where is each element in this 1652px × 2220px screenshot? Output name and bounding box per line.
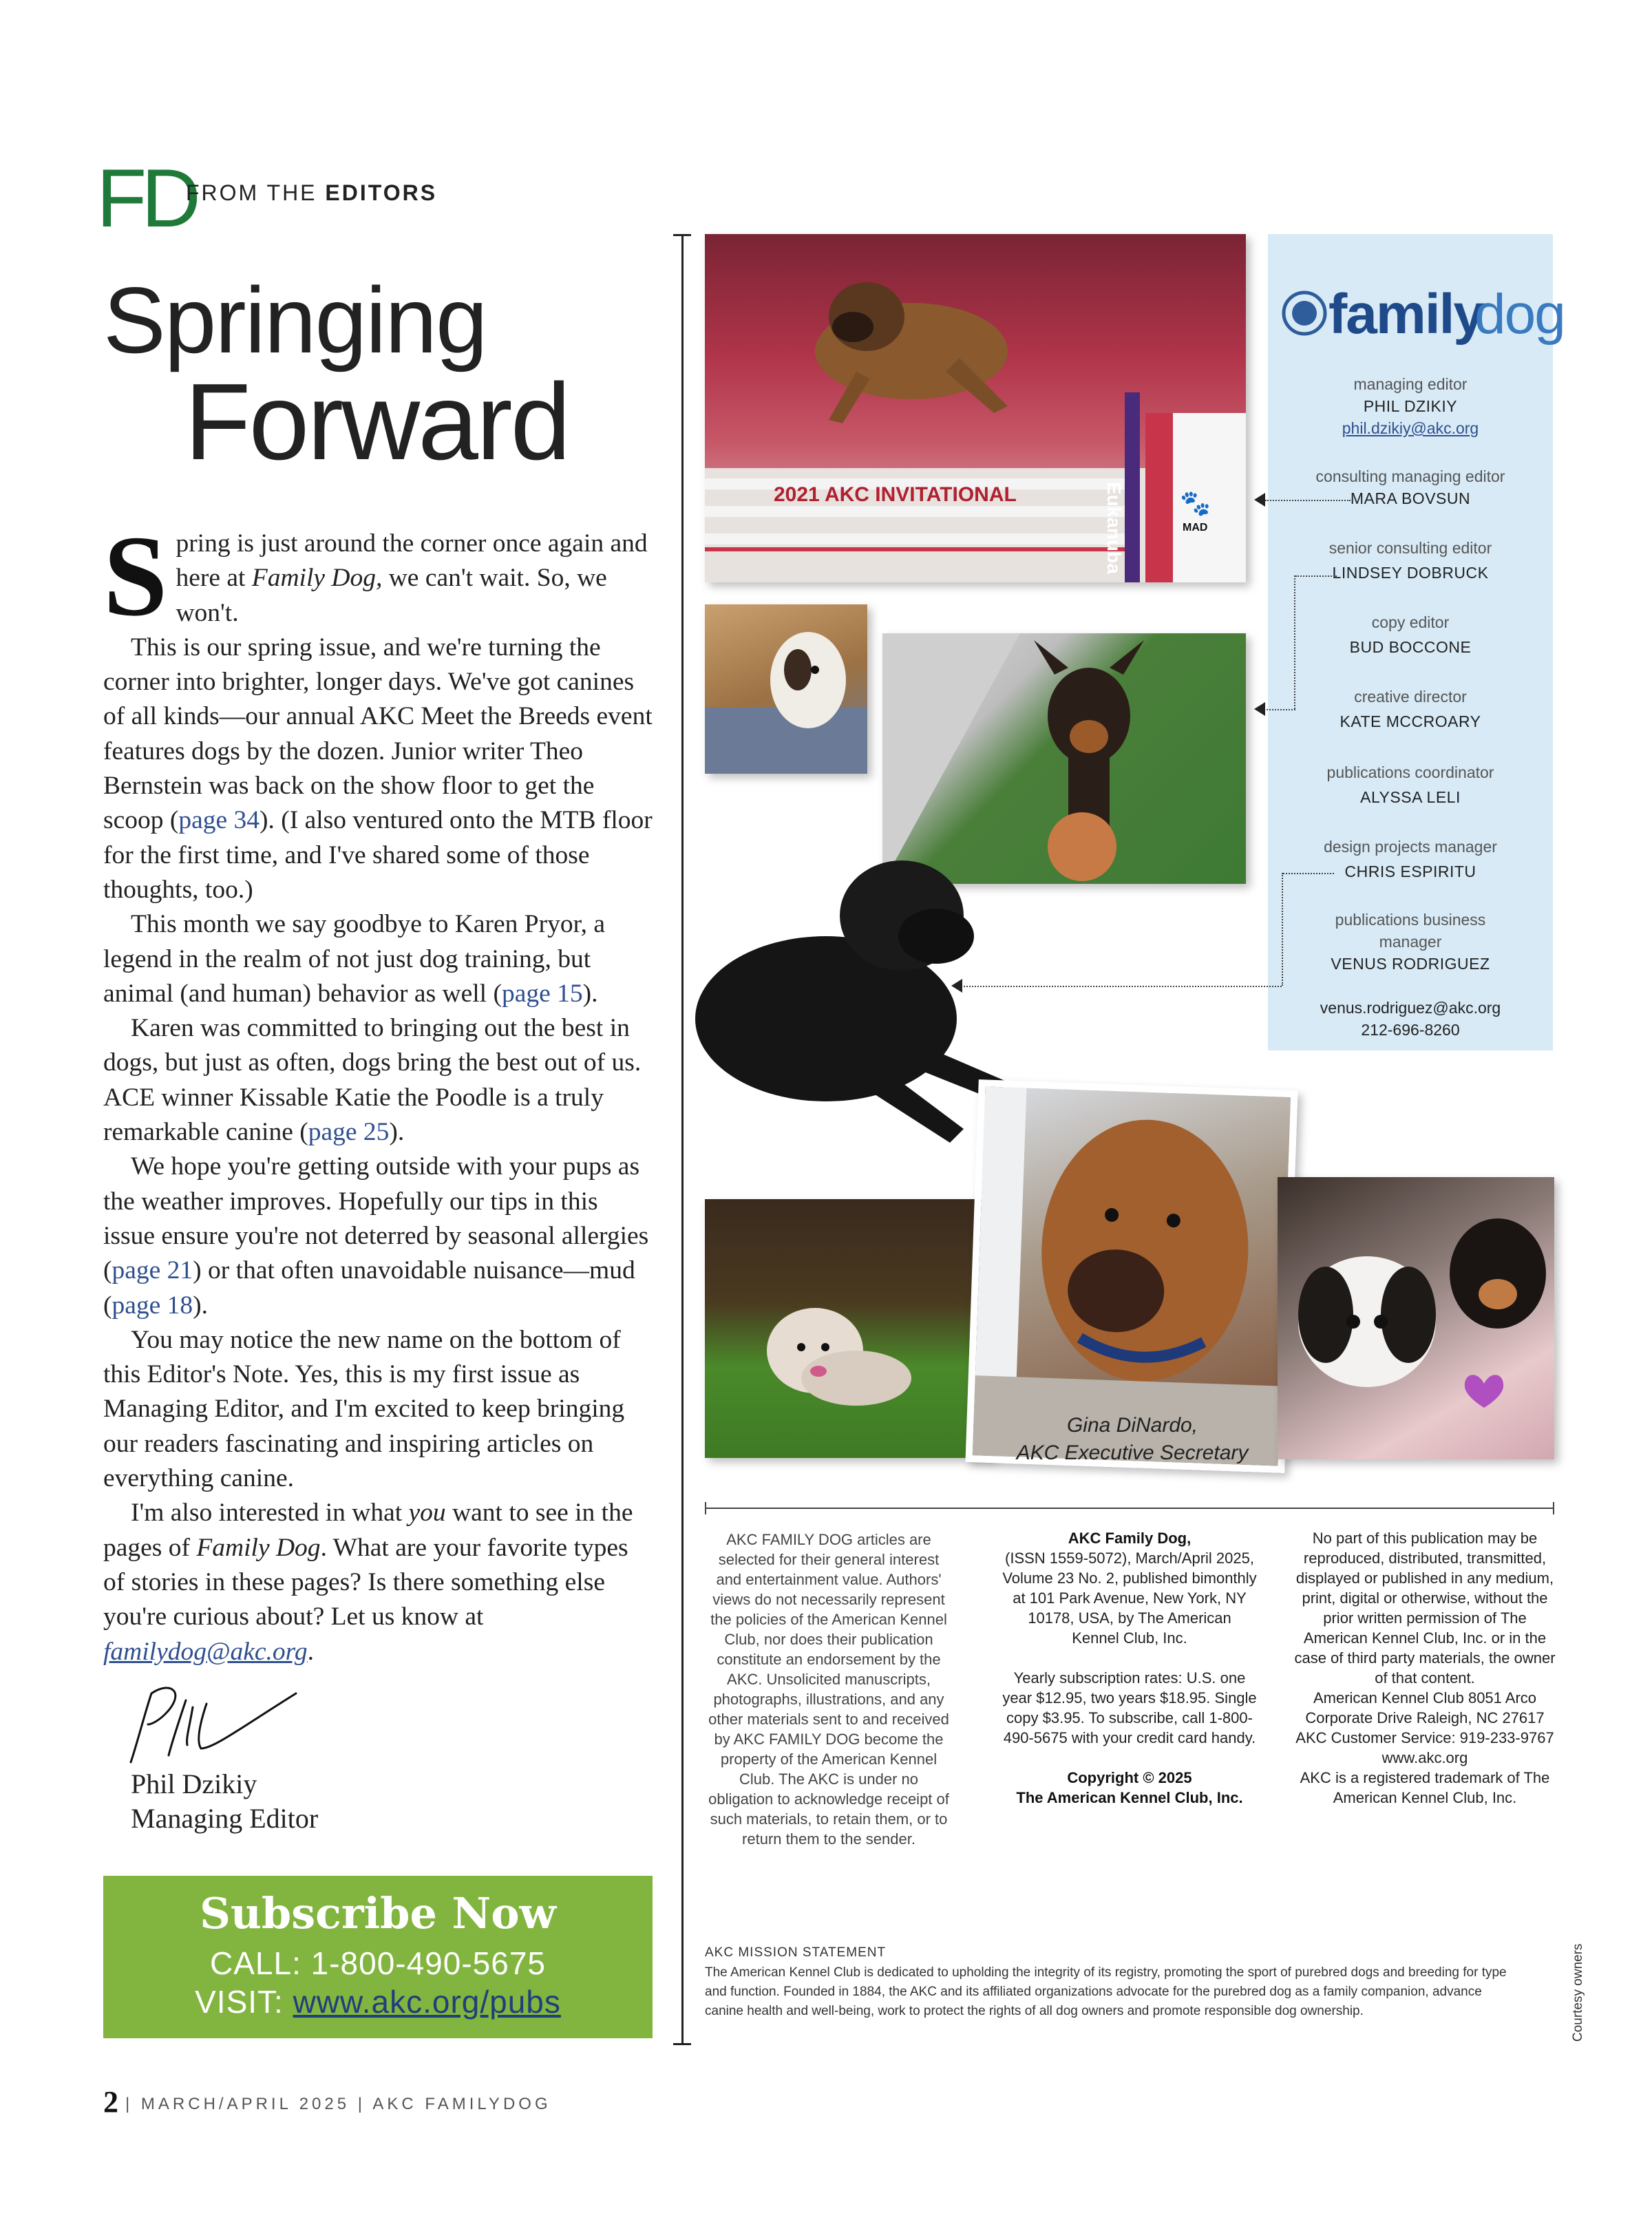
- divider-cap-bottom: [673, 2043, 691, 2045]
- fd-logo-letters: FD: [96, 152, 195, 244]
- masthead-publications-business-manager: [1330, 909, 1491, 975]
- letter-paragraph-3: [103, 907, 654, 1011]
- pointer-arrow-1-icon: [1254, 493, 1265, 507]
- p2-text: This is our spring issue, and we're turning the corner into brighter, longer days. We've got canines of all kinds—our annual AKC Meet the Breeds event features dogs by the dozen. Junior writer Theo Bernstein was back on the show floor to get the scoop (: [103, 633, 653, 835]
- terrier-on-grass-photo: [705, 1199, 994, 1458]
- agility-jump-photo: [705, 234, 1246, 582]
- agility-banner-text: 2021 AKC INVITATIONAL: [774, 483, 1017, 506]
- subscribe-title: Subscribe Now: [200, 1888, 556, 1938]
- japanese-chin-and-terrier-photo: [1278, 1177, 1554, 1459]
- section-label: [186, 180, 437, 206]
- akc-seal-icon: [1280, 289, 1328, 337]
- p5-text: We hope you're getting outside with your pups as the weather improves. Hopefully our tips in this issue ensure you're not deterred by seasonal allergies (: [103, 1152, 649, 1285]
- p3-text: This month we say goodbye to Karen Pryor, a legend in the realm of not just dog training, but animal (and human) behavior as well (: [103, 910, 605, 1008]
- pointer-line-2a: [1295, 575, 1337, 577]
- page-25-link[interactable]: page 25: [308, 1118, 390, 1147]
- role-label: creative director: [1354, 688, 1467, 706]
- page-15-link[interactable]: page 15: [501, 979, 583, 1008]
- email-link[interactable]: familydog@akc.org: [103, 1637, 308, 1666]
- agility-tag: MAD: [1183, 522, 1208, 533]
- vertical-divider: [681, 234, 684, 2044]
- p7-mid2: . What are your favorite types of stories in these pages? Is there something else you're curious about? Let us know at: [103, 1533, 628, 1631]
- headline-line-1: Springing: [103, 268, 487, 372]
- p1-text: pring is just around the corner once again and here at: [176, 529, 648, 593]
- person-name: MARA BOVSUN: [1350, 489, 1471, 507]
- pointer-arrow-2-icon: [1254, 702, 1265, 716]
- masthead-design-projects-manager: [1268, 836, 1553, 882]
- letter-paragraph-7: [103, 1496, 654, 1669]
- letter-paragraph-2: [103, 631, 654, 907]
- editors-letter: [103, 512, 654, 1669]
- p7-you: you: [408, 1499, 446, 1527]
- copyright-line: Copyright © 2025: [1067, 1769, 1192, 1786]
- page-footer: [103, 2084, 551, 2119]
- photo-credit-text: Courtesy owners: [1571, 1943, 1585, 2042]
- pointer-arrow-3-icon: [951, 979, 962, 993]
- subscribe-box[interactable]: [103, 1876, 653, 2038]
- masthead-creative-director: [1268, 686, 1553, 732]
- akc-website-link[interactable]: www.akc.org: [1381, 1749, 1468, 1766]
- masthead-business-contact: [1268, 997, 1553, 1041]
- photo-caption-name: Gina DiNardo,: [1066, 1414, 1198, 1437]
- masthead-managing-editor: [1268, 373, 1553, 439]
- logo-family: family: [1328, 283, 1483, 346]
- p4-text: Karen was committed to bringing out the best in dogs, but just as often, dogs bring the best out of us. ACE winner Kissable Katie the Poodle is a truly remarkable canine (: [103, 1014, 642, 1147]
- p7-mid: want to see in the pages of: [103, 1499, 633, 1562]
- customer-service: AKC Customer Service: 919-233-9767: [1295, 1729, 1554, 1746]
- photo-credit: [1561, 1927, 1589, 2042]
- role-label: design projects manager: [1324, 838, 1497, 856]
- letter-paragraph-5: [103, 1150, 654, 1322]
- person-name: VENUS RODRIGUEZ: [1331, 955, 1490, 973]
- ridgeback-illustration: [973, 1086, 1291, 1466]
- pointer-line-1: [1265, 500, 1351, 501]
- pointer-line-2c: [1267, 709, 1295, 710]
- chin-illustration: [1278, 1177, 1554, 1459]
- p2-end: ). (I also ventured onto the MTB floor for the first time, and I've shared some of those thoughts, too.): [103, 806, 653, 904]
- p5-mid: ) or that often unavoidable nuisance—mud (: [103, 1256, 635, 1320]
- mission-title: AKC MISSION STATEMENT: [705, 1945, 887, 1960]
- black-lab-photo: [688, 833, 1012, 1156]
- pointer-line-3a: [1283, 873, 1334, 874]
- publication-details: (ISSN 1559-5072), March/April 2025, Volume 23 No. 2, published bimonthly at 101 Park Avenue, New York, NY 10178, USA, by The American Kennel Club, Inc.: [1002, 1550, 1257, 1647]
- agility-illustration: [705, 234, 1246, 582]
- pointer-line-2b: [1294, 575, 1295, 709]
- subscription-rates: Yearly subscription rates: U.S. one year $12.95, two years $18.95. Single copy $3.95. To subscribe, call 1-800-490-5675 with your credit card handy.: [1002, 1669, 1257, 1746]
- divider-cap-left: [705, 1502, 706, 1514]
- person-name: KATE MCCROARY: [1339, 712, 1481, 730]
- visit-label: VISIT:: [195, 1984, 293, 2020]
- terrier-illustration: [705, 1199, 994, 1458]
- signature: [124, 1673, 303, 1776]
- mission-text: The American Kennel Club is dedicated to upholding the integrity of its registry, promoting the sport of purebred dogs and breeding for type and function. Founded in 1884, the AKC and its affiliated organizations advocate for the purebred dog as a family companion, advance canine health and well-being, work to protect the rights of all dog owners and promote responsible dog ownership.: [705, 1965, 1507, 2018]
- jack-russell-photo: [705, 604, 867, 774]
- p1-end: we can't wait. So, we won't.: [176, 564, 607, 627]
- letter-paragraph-4: [103, 1011, 654, 1150]
- masthead-consulting-managing-editor: [1268, 465, 1553, 509]
- p7-text: I'm also interested in what: [131, 1499, 409, 1527]
- business-phone: 212-696-8260: [1361, 1021, 1460, 1039]
- agility-sponsor-text: Eukanuba: [1103, 482, 1125, 574]
- signer-name: Phil Dzikiy: [131, 1768, 257, 1799]
- p3-end: ).: [582, 979, 598, 1008]
- familydog-logo: [1280, 282, 1565, 346]
- trademark-notice: AKC is a registered trademark of The American Kennel Club, Inc.: [1300, 1769, 1550, 1806]
- p4-end: ).: [389, 1118, 405, 1147]
- p5-end: ).: [193, 1291, 209, 1320]
- section-editors: EDITORS: [325, 180, 438, 205]
- disclaimer-column: AKC FAMILY DOG articles are selected for their general interest and entertainment value. Authors' views do not necessarily represent the policies of the American Kennel Club, nor does their publication constitute an endorsement by the AKC. Unsolicited manuscripts, photographs, illustrations, and any other materials sent to and received by AKC FAMILY DOG become the property of the American Kennel Club. The AKC is under no obligation to acknowledge receipt of such materials, to retain them, or to return them to the sender.: [708, 1531, 949, 1848]
- black-lab-illustration: [688, 833, 1012, 1156]
- person-name: BUD BOCCONE: [1349, 638, 1472, 656]
- subscribe-visit: [103, 1983, 653, 2020]
- signer-title: Managing Editor: [131, 1803, 319, 1834]
- section-from: FROM THE: [186, 180, 326, 205]
- subscribe-url-link[interactable]: www.akc.org/pubs: [293, 1984, 561, 2020]
- publication-info-column: [1002, 1528, 1257, 1808]
- p7-end: .: [307, 1637, 314, 1666]
- paw-print-icon: 🐾: [1180, 489, 1211, 517]
- akc-address: American Kennel Club 8051 Arco Corporate Drive Raleigh, NC 27617: [1305, 1689, 1545, 1726]
- business-email[interactable]: venus.rodriguez@akc.org: [1320, 999, 1501, 1017]
- copyright-owner: The American Kennel Club, Inc.: [1016, 1789, 1243, 1806]
- rights-notice: No part of this publication may be reproduced, distributed, transmitted, displayed or published in any medium, print, digital or otherwise, without the prior written permission of The American Kennel Club, Inc. or in the case of third party materials, the owner of that content.: [1294, 1530, 1556, 1687]
- pointer-line-3c: [964, 986, 1282, 987]
- role-label: managing editor: [1353, 375, 1468, 393]
- pointer-line-3b: [1282, 873, 1283, 986]
- person-name: ALYSSA LELI: [1360, 788, 1461, 806]
- jack-russell-illustration: [705, 604, 867, 774]
- page-34-link[interactable]: page 34: [178, 806, 260, 835]
- role-label: publications coordinator: [1326, 763, 1494, 781]
- role-label: publications business manager: [1335, 911, 1486, 951]
- photo-caption-title: AKC Executive Secretary: [1016, 1441, 1249, 1464]
- letter-paragraph-1: [103, 512, 654, 640]
- subscribe-call: CALL: 1-800-490-5675: [210, 1945, 546, 1981]
- letter-paragraph-6: You may notice the new name on the bottom of this Editor's Note. Yes, this is my first issue as Managing Editor, and I'm excited to keep bringing our readers fascinating and inspiring articles on everything canine.: [103, 1325, 625, 1493]
- divider-cap-right: [1553, 1502, 1554, 1514]
- role-label: copy editor: [1371, 613, 1450, 631]
- rights-column: [1294, 1528, 1556, 1808]
- issue-info: | MARCH/APRIL 2025 | AKC FAMILYDOG: [125, 2095, 551, 2113]
- publication-title: AKC Family Dog,: [1068, 1530, 1192, 1547]
- headline-line-2: Forward: [184, 361, 569, 483]
- logo-dog: dog: [1474, 283, 1565, 346]
- drop-cap: S: [103, 512, 168, 640]
- role-label: senior consulting editor: [1328, 539, 1492, 557]
- masthead-publications-coordinator: [1268, 761, 1553, 808]
- divider-cap-top: [673, 234, 691, 236]
- page-number: 2: [103, 2085, 118, 2119]
- person-name: CHRIS ESPIRITU: [1344, 863, 1476, 880]
- person-name: PHIL DZIKIY: [1363, 397, 1458, 415]
- editor-email-link[interactable]: phil.dzikiy@akc.org: [1342, 419, 1479, 437]
- person-name: LINDSEY DOBRUCK: [1332, 564, 1489, 582]
- p7-family-dog: Family Dog: [196, 1533, 321, 1562]
- horizontal-divider: [705, 1508, 1554, 1509]
- page-21-link[interactable]: page 21: [112, 1256, 193, 1285]
- p1-italic: Family Dog,: [251, 564, 383, 593]
- role-label: consulting managing editor: [1315, 467, 1505, 485]
- page-18-link[interactable]: page 18: [112, 1291, 193, 1320]
- masthead-panel: [1268, 234, 1565, 1050]
- masthead-copy-editor: [1268, 611, 1553, 658]
